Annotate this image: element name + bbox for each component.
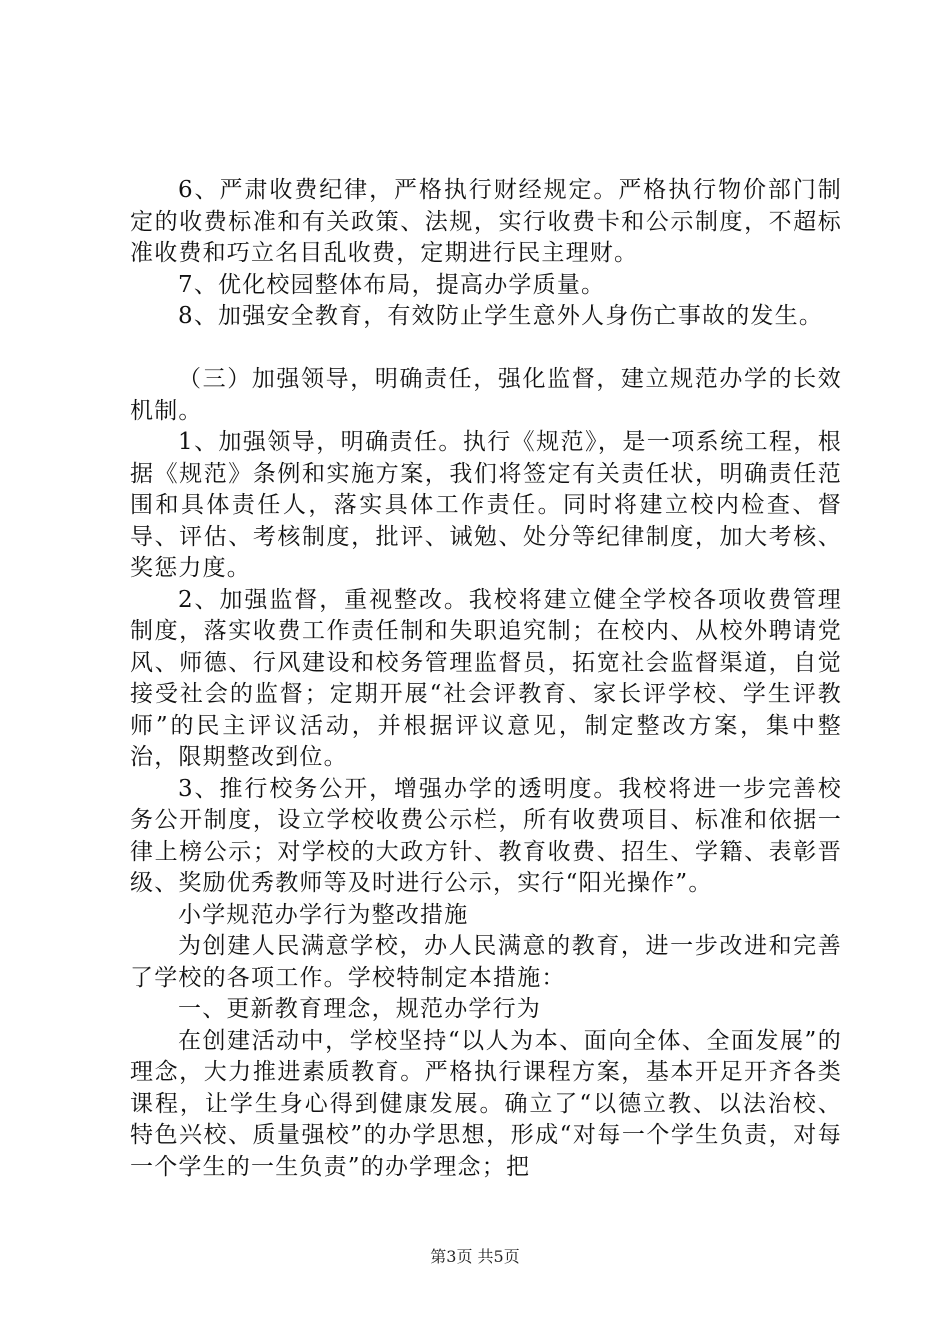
- paragraph-intro: 为创建人民满意学校，办人民满意的教育，进一步改进和完善了学校的各项工作。学校特制定本措施：: [130, 933, 842, 991]
- section-heading-1: 一、更新教育理念，规范办学行为: [178, 996, 541, 1022]
- paragraph-transparency: 3、推行校务公开，增强办学的透明度。我校将进一步完善校务公开制度，设立学校收费公示栏，所有收费项目、标准和依据一律上榜公示；对学校的大政方针、教育收费、招生、学籍、表彰晋级、奖励优秀教师等及时进行公示，实行“阳光操作”。: [130, 775, 842, 896]
- section-heading-3: （三）加强领导，明确责任，强化监督，建立规范办学的长效机制。: [130, 366, 842, 424]
- paragraph-concept: 在创建活动中，学校坚持“以人为本、面向全体、全面发展”的理念，大力推进素质教育。严格执行课程方案，基本开足开齐各类课程，让学生身心得到健康发展。确立了“以德立教、以法治校、特色兴校、质量强校”的办学思想，形成“对每一个学生负责，对每一个学生的一生负责”的办学理念；把: [130, 1027, 842, 1180]
- paragraph-spacer: [130, 333, 842, 365]
- paragraph-6: 6、严肃收费纪律，严格执行财经规定。严格执行物价部门制定的收费标准和有关政策、法规，实行收费卡和公示制度，不超标准收费和巧立名目乱收费，定期进行民主理财。: [130, 177, 842, 266]
- paragraph-leadership: 1、加强领导，明确责任。执行《规范》，是一项系统工程，根据《规范》条例和实施方案，我们将签定有关责任状，明确责任范围和具体责任人，落实具体工作责任。同时将建立校内检查、督导、评估、考核制度，批评、诫勉、处分等纪律制度，加大考核、奖惩力度。: [130, 429, 842, 581]
- paragraph-7: 7、优化校园整体布局，提高办学质量。: [178, 271, 606, 298]
- page-footer: 第3页 共5页: [430, 1247, 520, 1266]
- paragraph-supervision: 2、加强监督，重视整改。我校将建立健全学校各项收费管理制度，落实收费工作责任制和失职追究制；在校内、从校外聘请党风、师德、行风建设和校务管理监督员，拓宽社会监督渠道，自觉接受社会的监督；定期开展“社会评教育、家长评学校、学生评教师”的民主评议活动，并根据评议意见，制定整改方案，集中整治，限期整改到位。: [130, 586, 842, 770]
- paragraph-8: 8、加强安全教育，有效防止学生意外人身伤亡事故的发生。: [178, 303, 824, 329]
- document-subtitle: 小学规范办学行为整改措施: [178, 901, 469, 928]
- document-body: [130, 175, 842, 1183]
